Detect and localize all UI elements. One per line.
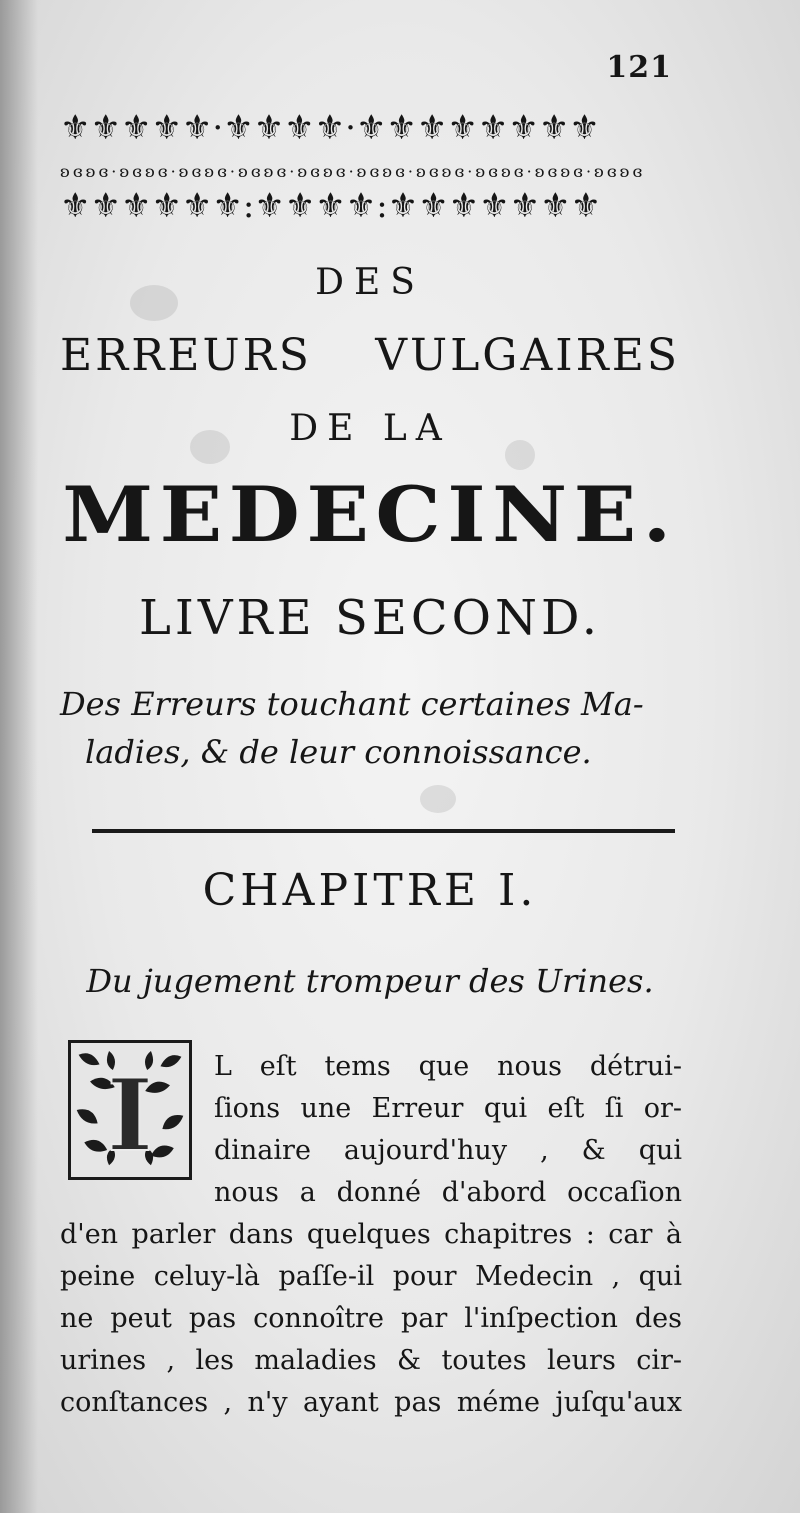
body-line: d'en parler dans quelques chapitres : car à — [60, 1219, 682, 1250]
body-line: L eſt tems que nous détrui- — [214, 1051, 682, 1082]
page-number: 121 — [606, 50, 672, 85]
paper-stain — [420, 785, 456, 813]
chapter-heading: CHAPITRE I. — [202, 865, 538, 916]
fleur-de-lis-ornament-bottom: ⚜⚜⚜⚜⚜⚜:⚜⚜⚜⚜:⚜⚜⚜⚜⚜⚜⚜ — [60, 186, 602, 226]
body-line: ſions une Erreur qui eſt ſi or- — [214, 1093, 682, 1124]
body-line: nous a donné d'abord occaſion — [214, 1177, 682, 1208]
title-line-erreurs-vulgaires: ERREURS VULGAIRES — [60, 330, 680, 381]
section-subtitle — [60, 680, 680, 776]
scroll-ornament-row: ʚɞʚɞ·ʚɞʚɞ·ʚɞʚɞ·ʚɞʚɞ·ʚɞʚɞ·ʚɞʚɞ·ʚɞʚɞ·ʚɞʚɞ·ʚɞʚɞ·ʚɞʚɞ — [60, 162, 646, 181]
fleur-de-lis-ornament-top: ⚜⚜⚜⚜⚜·⚜⚜⚜⚜·⚜⚜⚜⚜⚜⚜⚜⚜ — [60, 108, 600, 148]
subtitle-line-2: ladies, & de leur connoissance. — [85, 733, 592, 771]
body-line: peine celuy-là paſſe-il pour Medecin , qui — [60, 1261, 682, 1292]
initial-letter: I — [106, 1057, 154, 1174]
chapter-subheading: Du jugement trompeur des Urines. — [86, 962, 654, 1000]
title-line-medecine: MEDECINE. — [62, 470, 678, 559]
title-line-des: DES — [315, 262, 425, 303]
subtitle-line-1: Des Erreurs touchant certaines Ma- — [60, 685, 644, 723]
horizontal-rule — [92, 829, 675, 833]
book-section-heading: LIVRE SECOND. — [139, 590, 601, 646]
chapter-body-text — [60, 1046, 682, 1424]
body-line: ne peut pas connoître par l'inſpection des — [60, 1303, 682, 1334]
title-line-de-la: DE LA — [289, 408, 451, 449]
body-line: dinaire aujourd'huy , & qui — [214, 1135, 682, 1166]
body-line: urines , les maladies & toutes leurs cir- — [60, 1345, 682, 1376]
body-line: conſtances , n'y ayant pas méme juſqu'aux — [60, 1387, 682, 1418]
